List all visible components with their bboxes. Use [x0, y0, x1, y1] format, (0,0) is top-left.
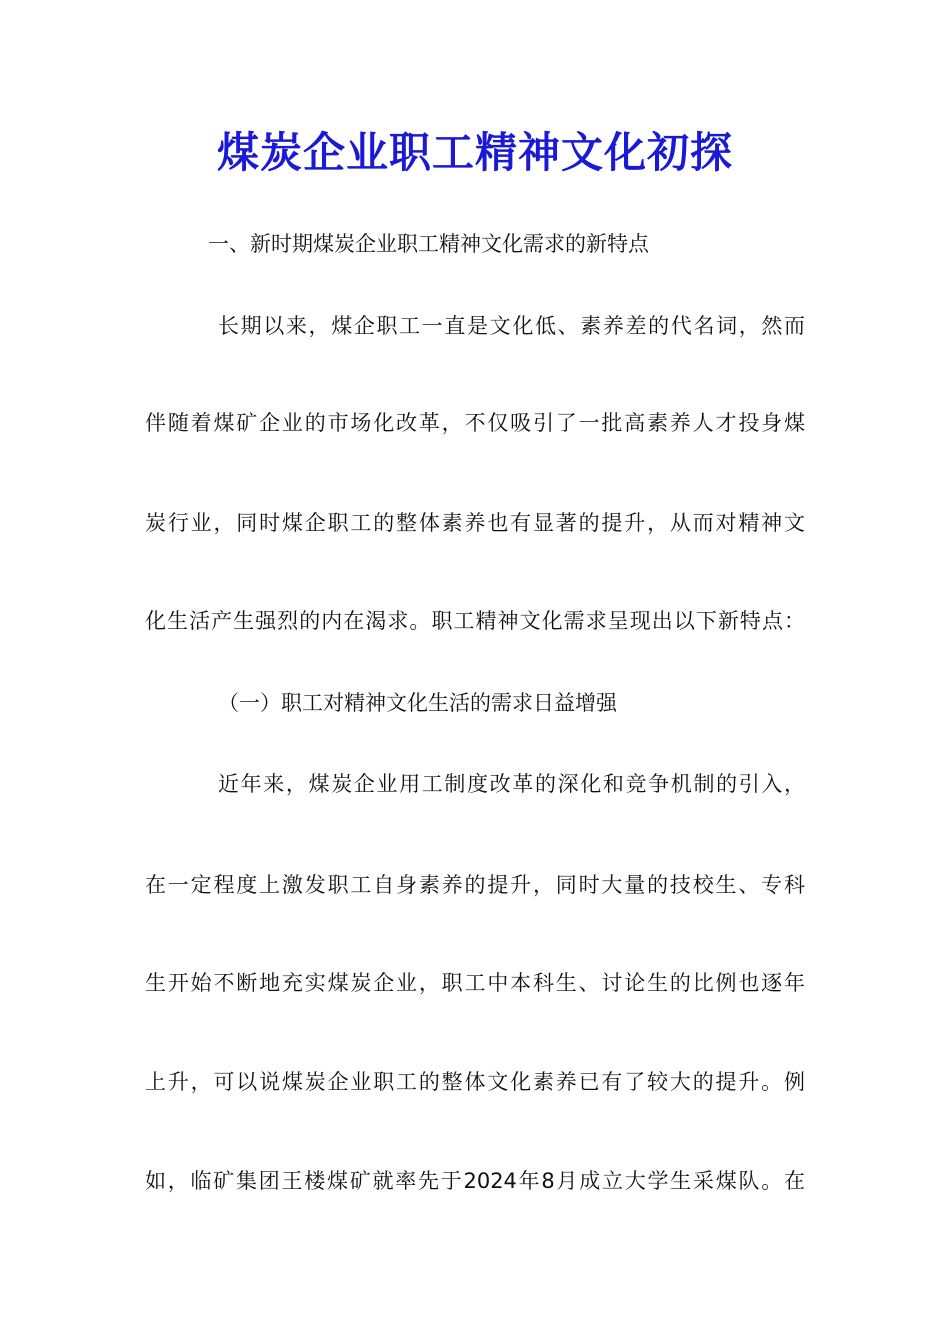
paragraph2-line2: 在一定程度上激发职工自身素养的提升，同时大量的技校生、专科: [145, 873, 805, 897]
paragraph2-line5: 如，临矿集团王楼煤矿就率先于2024年8月成立大学生采煤队。在: [145, 1169, 805, 1193]
paragraph2-line3: 生开始不断地充实煤炭企业，职工中本科生、讨论生的比例也逐年: [145, 971, 805, 995]
subheading: （一）职工对精神文化生活的需求日益增强: [218, 691, 617, 715]
paragraph2-line4: 上升，可以说煤炭企业职工的整体文化素养已有了较大的提升。例: [145, 1070, 805, 1094]
paragraph1-line3: 炭行业，同时煤企职工的整体素养也有显著的提升，从而对精神文: [145, 511, 805, 535]
paragraph2-line1: 近年来，煤炭企业用工制度改革的深化和竞争机制的引入，: [218, 772, 805, 796]
document-title: 煤炭企业职工精神文化初探: [216, 128, 733, 177]
section-heading: 一、新时期煤炭企业职工精神文化需求的新特点: [208, 232, 649, 256]
paragraph1-line4: 化生活产生强烈的内在渴求。职工精神文化需求呈现出以下新特点：: [145, 609, 805, 633]
paragraph1-line2: 伴随着煤矿企业的市场化改革，不仅吸引了一批高素养人才投身煤: [145, 411, 805, 435]
paragraph1-line1: 长期以来，煤企职工一直是文化低、素养差的代名词，然而: [218, 314, 805, 338]
